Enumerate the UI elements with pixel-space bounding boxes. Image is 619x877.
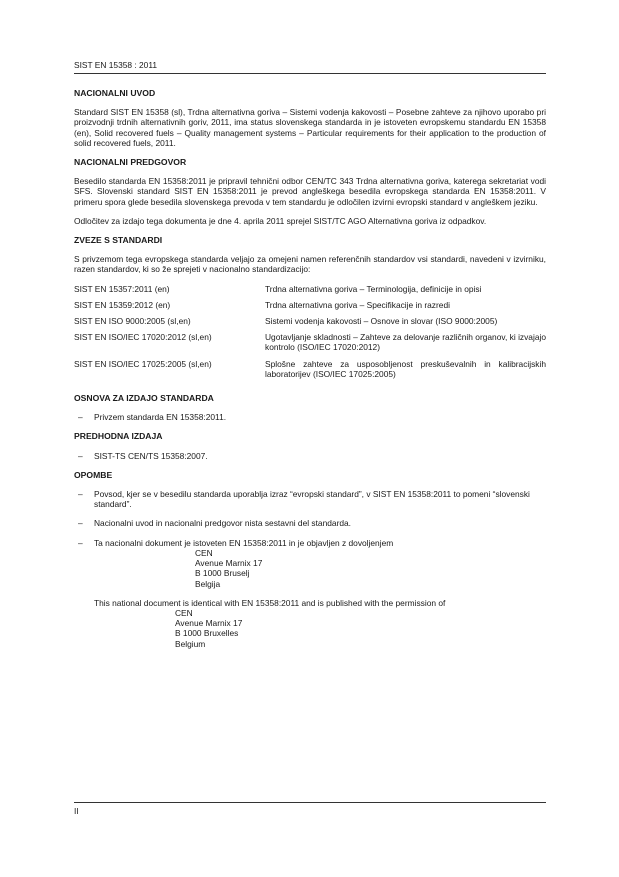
page-number: II xyxy=(74,806,79,816)
footer-rule xyxy=(74,802,546,803)
header-rule xyxy=(74,73,546,74)
paragraph: Standard SIST EN 15358 (sl), Trdna alternativna goriva – Sistemi vodenja kakovosti – Posebne zahteve za njihovo uporabo pri proizvodnji trdnih alternativnih goriv, 2011, ima status slovenskega standarda in je istoveten evropskemu standardu EN 15358 (en), Solid recovered fuels – Quality management systems – Particular requirements for their application to the production of solid recovered fuels, 2011. xyxy=(74,107,546,148)
standard-title: Trdna alternativna goriva – Terminologija, definicije in opisi xyxy=(265,283,482,294)
table-row xyxy=(74,300,546,316)
standard-code: SIST EN 15357:2011 (en) xyxy=(74,283,170,294)
table-row xyxy=(74,316,546,332)
address-line: Avenue Marnix 17 xyxy=(195,558,263,569)
dash-list xyxy=(74,412,546,422)
section-zveze-s-standardi xyxy=(74,235,546,385)
reference-table xyxy=(74,284,546,385)
dash-bullet: – xyxy=(78,518,83,529)
standard-code: SIST EN ISO/IEC 17025:2005 (sl,en) xyxy=(74,358,212,369)
paragraph: Besedilo standarda EN 15358:2011 je pripravil tehnični odbor CEN/TC 343 Trdna alternativna goriva, katerega sekretariat vodi SFS. Slovenski standard SIST EN 15358:2011 je prevod angleškega besedila evropskega standarda EN 15358:2011. V primeru spora glede besedila slovenskega prevoda v tem standardu je odločilen izvirni evropski standard v angleškem jeziku. xyxy=(74,176,546,207)
table-row xyxy=(74,332,546,358)
section-heading: OPOMBE xyxy=(74,469,113,480)
standard-code: SIST EN 15359:2012 (en) xyxy=(74,299,171,310)
address-block-en xyxy=(175,608,546,649)
table-row xyxy=(74,359,546,385)
section-osnova-za-izdajo xyxy=(74,393,546,422)
section-heading: NACIONALNI UVOD xyxy=(74,88,156,98)
section-heading: PREDHODNA IZDAJA xyxy=(74,431,163,442)
paragraph: S privzemom tega evropskega standarda veljajo za omejeni namen referenčnih standardov vsi standardi, navedeni v izvirniku, razen standardov, ki so že sprejeti v nacionalno standardizacijo: xyxy=(74,254,546,275)
address-line: CEN xyxy=(175,607,193,618)
dash-bullet: – xyxy=(78,537,83,548)
table-row xyxy=(74,284,546,300)
standard-code: SIST EN ISO 9000:2005 (sl,en) xyxy=(74,316,191,327)
section-predhodna-izdaja xyxy=(74,431,546,460)
list-item: – SIST-TS CEN/TS 15358:2007. xyxy=(78,450,208,461)
address-line: Belgija xyxy=(195,578,221,589)
section-nacionalni-uvod xyxy=(74,88,546,148)
standard-title: Trdna alternativna goriva – Specifikacije in razredi xyxy=(265,299,450,310)
list-item: – Privzem standarda EN 15358:2011. xyxy=(78,412,227,423)
section-heading: OSNOVA ZA IZDAJO STANDARDA xyxy=(74,393,214,404)
dash-bullet: – xyxy=(78,489,83,500)
list-item: – Nacionalni uvod in nacionalni predgovor nista sestavni del standarda. xyxy=(78,518,351,529)
page-content xyxy=(74,88,546,657)
address-line: CEN xyxy=(195,547,213,558)
standard-title: Ugotavljanje skladnosti – Zahteve za delovanje različnih organov, ki izvajajo kontrolo (ISO/IEC 17020:2012) xyxy=(265,332,546,353)
section-heading: ZVEZE S STANDARDI xyxy=(74,235,163,246)
address-line: B 1000 Bruselj xyxy=(195,568,250,579)
section-heading: NACIONALNI PREDGOVOR xyxy=(74,157,187,168)
address-line: B 1000 Bruxelles xyxy=(175,628,239,639)
list-item: – Povsod, kjer se v besedilu standarda uporablja izraz “evropski standard”, v SIST EN 15358:2011 to pomeni “slovenski standard”. xyxy=(78,489,530,510)
standard-code: SIST EN ISO/IEC 17020:2012 (sl,en) xyxy=(74,332,212,343)
standard-title: Sistemi vodenja kakovosti – Osnove in slovar (ISO 9000:2005) xyxy=(265,316,498,327)
english-note xyxy=(94,598,546,649)
dash-bullet: – xyxy=(78,450,83,461)
list-item: – Ta nacionalni dokument je istoveten EN 15358:2011 in je objavljen z dovoljenjem CEN Avenue Marnix 17 B 1000 Bruselj Belgija xyxy=(74,538,546,589)
english-note-text: This national document is identical with EN 15358:2011 and is published with the permission of xyxy=(94,597,446,608)
paragraph: Odločitev za izdajo tega dokumenta je dne 4. aprila 2011 sprejel SIST/TC AGO Alternativna goriva iz odpadkov. xyxy=(74,215,487,226)
section-nacionalni-predgovor xyxy=(74,157,546,226)
dash-bullet: – xyxy=(78,412,83,423)
running-header: SIST EN 15358 : 2011 xyxy=(74,60,158,70)
dash-list xyxy=(74,489,546,589)
address-line: Avenue Marnix 17 xyxy=(175,618,243,629)
standard-title: Splošne zahteve za usposobljenost preskuševalnih in kalibracijskih laboratorijev (ISO/IEC 17025:2005) xyxy=(265,358,546,379)
address-line: Belgium xyxy=(175,638,206,649)
section-opombe xyxy=(74,470,546,649)
address-block-sl xyxy=(195,548,546,589)
dash-list xyxy=(74,451,546,461)
